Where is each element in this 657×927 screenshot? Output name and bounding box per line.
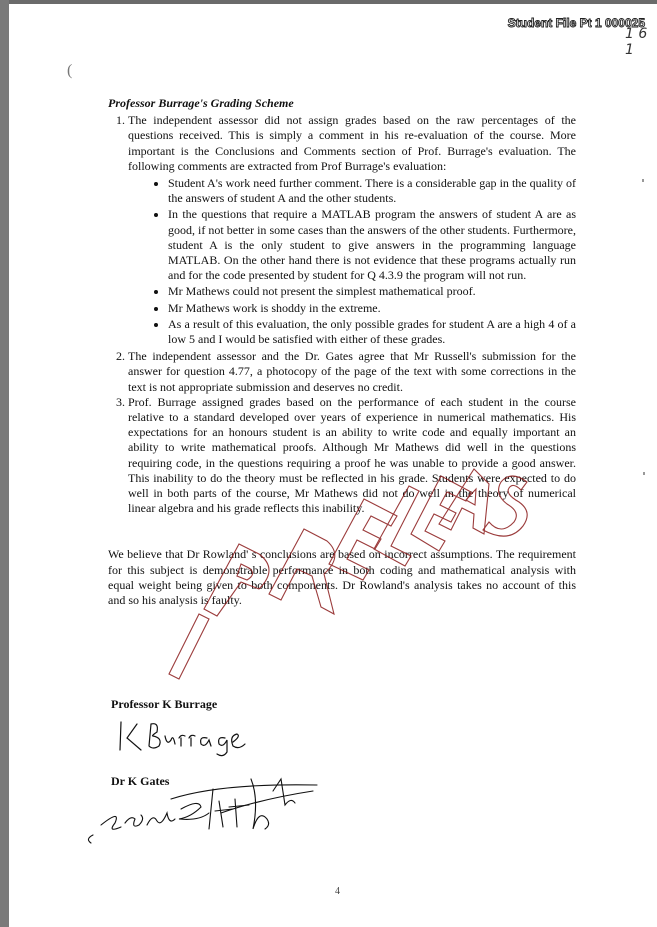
signatory-name: Dr K Gates <box>111 774 170 788</box>
list-item-text: The independent assessor and the Dr. Gates agree that Mr Russell's submission for the answer for question 4.77, a photocopy of the page of the text with some corrections in the text is not appropriate submission and deserves no credit. <box>128 349 576 394</box>
file-stamp: Student File Pt 1 000025 <box>507 16 645 30</box>
bullet-item: • Mr Mathews could not present the simplest mathematical proof. <box>168 284 576 299</box>
numbered-list <box>108 113 576 516</box>
document-body <box>108 96 576 608</box>
scan-border-left <box>0 0 9 927</box>
bullet-list <box>128 176 576 347</box>
bullet-item: • Student A's work need further comment. There is a considerable gap in the quality of the answers of student A and the other students. <box>168 176 576 206</box>
stray-dot <box>642 179 644 182</box>
signatory-name: Professor K Burrage <box>111 697 218 711</box>
document-page <box>9 4 657 927</box>
handwritten-signature-burrage <box>115 716 255 758</box>
bullet-item: • In the questions that require a MATLAB program the answers of student A are as good, if not better in some cases than the answers of the other students. Furthermore, student A is the only student to give answers in the programming language MATLAB. On the other hand there is not evidence that these programs actually run and for the code presented by student for Q 4.3.9 the program will not run. <box>168 207 576 283</box>
handwritten-number: 1 6 1 <box>625 26 648 58</box>
list-item <box>128 113 576 347</box>
signature-block-burrage <box>111 697 255 758</box>
page-number: 4 <box>335 886 340 897</box>
stray-dot <box>643 472 645 475</box>
bullet-item: • Mr Mathews work is shoddy in the extreme. <box>168 301 576 316</box>
closing-paragraph: We believe that Dr Rowland' s conclusions are based on incorrect assumptions. The requirement for this subject is demonstrable performance in both coding and mathematical analysis with equal weight being given to both components. Dr Rowland's analysis takes no account of this and so his analysis is faulty. <box>108 547 576 608</box>
list-item <box>128 349 576 395</box>
bullet-item: • As a result of this evaluation, the only possible grades for student A are a high 4 of a low 5 and I would be satisfied with either of these grades. <box>168 317 576 347</box>
list-item-text: Prof. Burrage assigned grades based on the performance of each student in the course relative to a standard developed over years of experience in numerical mathematics. His expectations for an honours student is an ability to write code and equally important an ability to write mathematical proofs. Although Mr Mathews did well in the questions requiring code, in the questions requiring a proof he was unable to provide a good answer. This inability to do the theory must be reflected in his grade. Students were expected to do well in both parts of the course, Mr Mathews did not do well in the theory of numerical linear algebra and his grade reflects this inability. <box>128 394 576 516</box>
section-heading: Professor Burrage's Grading Scheme <box>108 96 294 110</box>
signature-block-gates <box>111 774 321 849</box>
list-item <box>128 395 576 517</box>
list-item-text: The independent assessor did not assign grades based on the raw percentages of the questions received. This is simply a comment in his re-evaluation of the course. More important is the Conclusions and Comments section of Prof. Burrage's evaluation. The following comments are extracted from Prof Burrage's evaluation: <box>128 113 576 173</box>
stray-pen-mark: ( <box>67 62 73 79</box>
